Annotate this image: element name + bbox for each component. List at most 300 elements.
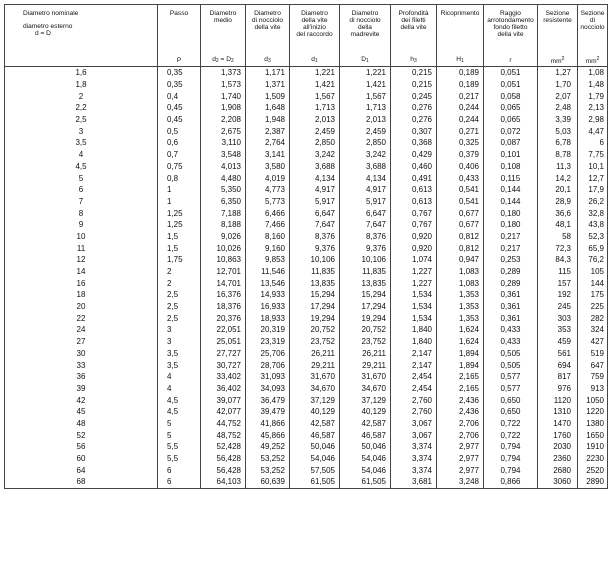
cell-screw-core-diameter: 4,773 bbox=[246, 184, 290, 196]
cell-overlap: 2,977 bbox=[437, 441, 484, 453]
header-text: della vite bbox=[254, 24, 281, 31]
cell-overlap: 0,541 bbox=[437, 184, 484, 196]
cell-core-area: 759 bbox=[578, 371, 608, 383]
cell-nut-core-diameter: 2,459 bbox=[340, 125, 391, 137]
table-header bbox=[5, 5, 608, 67]
cell-screw-core-diameter: 20,319 bbox=[246, 324, 290, 336]
cell-screw-core-diameter: 2,764 bbox=[246, 137, 290, 149]
cell-root-radius: 0,180 bbox=[484, 207, 538, 219]
header-fillet-start-diameter bbox=[290, 5, 340, 55]
table-row bbox=[5, 371, 608, 383]
cell-core-area: 1220 bbox=[578, 406, 608, 418]
table-row bbox=[5, 149, 608, 161]
cell-stress-area: 72,3 bbox=[538, 242, 578, 254]
table-row bbox=[5, 289, 608, 301]
table-row bbox=[5, 242, 608, 254]
cell-nut-core-diameter: 1,713 bbox=[340, 102, 391, 114]
cell-overlap: 0,406 bbox=[437, 161, 484, 173]
cell-overlap: 0,433 bbox=[437, 172, 484, 184]
cell-overlap: 1,624 bbox=[437, 324, 484, 336]
cell-mean-diameter: 10,863 bbox=[201, 254, 246, 266]
cell-thread-depth: 0,368 bbox=[391, 137, 437, 149]
cell-screw-core-diameter: 18,933 bbox=[246, 312, 290, 324]
cell-fillet-start-diameter: 23,752 bbox=[290, 336, 340, 348]
cell-screw-core-diameter: 53,252 bbox=[246, 453, 290, 465]
table-row bbox=[5, 394, 608, 406]
symbol-text: D bbox=[361, 56, 366, 63]
cell-core-area: 913 bbox=[578, 383, 608, 395]
cell-nominal-diameter: 68 bbox=[5, 476, 158, 488]
cell-thread-depth: 1,840 bbox=[391, 336, 437, 348]
cell-nominal-diameter: 16 bbox=[5, 277, 158, 289]
cell-stress-area: 976 bbox=[538, 383, 578, 395]
cell-stress-area: 192 bbox=[538, 289, 578, 301]
cell-screw-core-diameter: 1,648 bbox=[246, 102, 290, 114]
cell-nominal-diameter: 8 bbox=[5, 207, 158, 219]
cell-thread-depth: 0,215 bbox=[391, 79, 437, 91]
cell-stress-area: 3060 bbox=[538, 476, 578, 488]
cell-mean-diameter: 22,051 bbox=[201, 324, 246, 336]
cell-core-area: 1,79 bbox=[578, 90, 608, 102]
cell-fillet-start-diameter: 50,046 bbox=[290, 441, 340, 453]
cell-fillet-start-diameter: 40,129 bbox=[290, 406, 340, 418]
cell-mean-diameter: 33,402 bbox=[201, 371, 246, 383]
header-pitch bbox=[158, 5, 201, 55]
cell-fillet-start-diameter: 6,647 bbox=[290, 207, 340, 219]
cell-overlap: 0,812 bbox=[437, 231, 484, 243]
cell-screw-core-diameter: 9,853 bbox=[246, 254, 290, 266]
cell-nut-core-diameter: 46,587 bbox=[340, 429, 391, 441]
cell-pitch: 0,8 bbox=[158, 172, 201, 184]
header-nominal-diameter bbox=[5, 5, 158, 55]
cell-core-area: 7,75 bbox=[578, 149, 608, 161]
cell-fillet-start-diameter: 61,505 bbox=[290, 476, 340, 488]
cell-core-area: 1,08 bbox=[578, 67, 608, 79]
cell-thread-depth: 0,491 bbox=[391, 172, 437, 184]
cell-core-area: 2230 bbox=[578, 453, 608, 465]
cell-overlap: 2,165 bbox=[437, 383, 484, 395]
cell-pitch: 4,5 bbox=[158, 394, 201, 406]
cell-core-area: 65,9 bbox=[578, 242, 608, 254]
cell-screw-core-diameter: 23,319 bbox=[246, 336, 290, 348]
cell-stress-area: 2,07 bbox=[538, 90, 578, 102]
cell-core-area: 2520 bbox=[578, 464, 608, 476]
cell-nominal-diameter: 5 bbox=[5, 172, 158, 184]
header-stress-area bbox=[538, 5, 578, 55]
cell-stress-area: 1470 bbox=[538, 418, 578, 430]
table-row bbox=[5, 324, 608, 336]
cell-stress-area: 11,3 bbox=[538, 161, 578, 173]
cell-mean-diameter: 16,376 bbox=[201, 289, 246, 301]
table-row bbox=[5, 102, 608, 114]
cell-mean-diameter: 25,051 bbox=[201, 336, 246, 348]
cell-stress-area: 36,6 bbox=[538, 207, 578, 219]
symbol-cell bbox=[578, 54, 608, 67]
cell-nominal-diameter: 10 bbox=[5, 231, 158, 243]
header-screw-core-diameter bbox=[246, 5, 290, 55]
cell-fillet-start-diameter: 19,294 bbox=[290, 312, 340, 324]
cell-screw-core-diameter: 34,093 bbox=[246, 383, 290, 395]
cell-nominal-diameter: 60 bbox=[5, 453, 158, 465]
cell-root-radius: 0,361 bbox=[484, 312, 538, 324]
cell-pitch: 2,5 bbox=[158, 301, 201, 313]
cell-core-area: 76,2 bbox=[578, 254, 608, 266]
cell-thread-depth: 1,227 bbox=[391, 277, 437, 289]
header-text: di nocciolo bbox=[251, 17, 284, 24]
cell-mean-diameter: 1,740 bbox=[201, 90, 246, 102]
cell-thread-depth: 1,534 bbox=[391, 289, 437, 301]
cell-nominal-diameter: 36 bbox=[5, 371, 158, 383]
cell-fillet-start-diameter: 9,376 bbox=[290, 242, 340, 254]
cell-thread-depth: 1,227 bbox=[391, 266, 437, 278]
cell-nominal-diameter: 22 bbox=[5, 312, 158, 324]
cell-pitch: 5 bbox=[158, 418, 201, 430]
table-body bbox=[5, 67, 608, 489]
cell-screw-core-diameter: 25,706 bbox=[246, 348, 290, 360]
cell-fillet-start-diameter: 20,752 bbox=[290, 324, 340, 336]
cell-nut-core-diameter: 6,647 bbox=[340, 207, 391, 219]
cell-mean-diameter: 27,727 bbox=[201, 348, 246, 360]
cell-core-area: 2,98 bbox=[578, 114, 608, 126]
cell-mean-diameter: 14,701 bbox=[201, 277, 246, 289]
cell-nut-core-diameter: 34,670 bbox=[340, 383, 391, 395]
cell-fillet-start-diameter: 3,242 bbox=[290, 149, 340, 161]
cell-nut-core-diameter: 2,850 bbox=[340, 137, 391, 149]
cell-root-radius: 0,144 bbox=[484, 196, 538, 208]
cell-fillet-start-diameter: 1,567 bbox=[290, 90, 340, 102]
cell-stress-area: 2680 bbox=[538, 464, 578, 476]
cell-nut-core-diameter: 40,129 bbox=[340, 406, 391, 418]
cell-overlap: 2,436 bbox=[437, 406, 484, 418]
symbol-subscript: 1 bbox=[365, 58, 369, 64]
cell-overlap: 0,189 bbox=[437, 67, 484, 79]
cell-screw-core-diameter: 6,466 bbox=[246, 207, 290, 219]
cell-pitch: 2,5 bbox=[158, 312, 201, 324]
cell-thread-depth: 3,067 bbox=[391, 429, 437, 441]
header-text: Passo bbox=[169, 10, 189, 17]
header-text: arrotondamento bbox=[487, 17, 534, 24]
cell-screw-core-diameter: 5,773 bbox=[246, 196, 290, 208]
cell-nominal-diameter: 39 bbox=[5, 383, 158, 395]
table-row bbox=[5, 266, 608, 278]
cell-overlap: 1,894 bbox=[437, 348, 484, 360]
cell-thread-depth: 0,460 bbox=[391, 161, 437, 173]
cell-core-area: 427 bbox=[578, 336, 608, 348]
cell-mean-diameter: 39,077 bbox=[201, 394, 246, 406]
cell-stress-area: 2030 bbox=[538, 441, 578, 453]
header-text: madrevite bbox=[350, 31, 380, 38]
cell-overlap: 0,379 bbox=[437, 149, 484, 161]
cell-stress-area: 28,9 bbox=[538, 196, 578, 208]
cell-nominal-diameter: 4 bbox=[5, 149, 158, 161]
cell-root-radius: 0,794 bbox=[484, 441, 538, 453]
symbol-text: d bbox=[311, 56, 315, 63]
cell-thread-depth: 0,429 bbox=[391, 149, 437, 161]
cell-nut-core-diameter: 1,421 bbox=[340, 79, 391, 91]
cell-nominal-diameter: 2,2 bbox=[5, 102, 158, 114]
cell-root-radius: 0,433 bbox=[484, 336, 538, 348]
cell-thread-depth: 1,534 bbox=[391, 312, 437, 324]
symbol-cell bbox=[391, 54, 437, 67]
cell-core-area: 519 bbox=[578, 348, 608, 360]
cell-pitch: 3,5 bbox=[158, 348, 201, 360]
cell-nominal-diameter: 33 bbox=[5, 359, 158, 371]
cell-thread-depth: 3,374 bbox=[391, 464, 437, 476]
cell-thread-depth: 2,454 bbox=[391, 383, 437, 395]
cell-root-radius: 0,058 bbox=[484, 90, 538, 102]
cell-thread-depth: 0,276 bbox=[391, 114, 437, 126]
table-row bbox=[5, 196, 608, 208]
symbol-subscript: 2 bbox=[230, 58, 234, 64]
table-row bbox=[5, 336, 608, 348]
cell-nut-core-diameter: 54,046 bbox=[340, 453, 391, 465]
cell-core-area: 32,8 bbox=[578, 207, 608, 219]
cell-nut-core-diameter: 1,221 bbox=[340, 67, 391, 79]
cell-stress-area: 3,39 bbox=[538, 114, 578, 126]
cell-stress-area: 817 bbox=[538, 371, 578, 383]
symbol-cell bbox=[340, 54, 391, 67]
cell-pitch: 1 bbox=[158, 196, 201, 208]
cell-core-area: 105 bbox=[578, 266, 608, 278]
cell-stress-area: 8,78 bbox=[538, 149, 578, 161]
cell-nominal-diameter: 3 bbox=[5, 125, 158, 137]
cell-nut-core-diameter: 13,835 bbox=[340, 277, 391, 289]
cell-stress-area: 14,2 bbox=[538, 172, 578, 184]
cell-screw-core-diameter: 1,509 bbox=[246, 90, 290, 102]
cell-pitch: 1,5 bbox=[158, 242, 201, 254]
cell-fillet-start-diameter: 4,134 bbox=[290, 172, 340, 184]
header-text: Diametro nominale bbox=[23, 10, 79, 17]
cell-screw-core-diameter: 4,019 bbox=[246, 172, 290, 184]
table-row bbox=[5, 301, 608, 313]
cell-pitch: 0,5 bbox=[158, 125, 201, 137]
header-core-area bbox=[578, 5, 608, 55]
cell-core-area: 1380 bbox=[578, 418, 608, 430]
table-row bbox=[5, 207, 608, 219]
cell-root-radius: 0,433 bbox=[484, 324, 538, 336]
header-text: della vite bbox=[400, 24, 427, 31]
cell-fillet-start-diameter: 8,376 bbox=[290, 231, 340, 243]
cell-nominal-diameter: 2,5 bbox=[5, 114, 158, 126]
cell-nut-core-diameter: 50,046 bbox=[340, 441, 391, 453]
cell-overlap: 0,677 bbox=[437, 207, 484, 219]
cell-core-area: 324 bbox=[578, 324, 608, 336]
cell-mean-diameter: 18,376 bbox=[201, 301, 246, 313]
cell-thread-depth: 1,534 bbox=[391, 301, 437, 313]
cell-nut-core-diameter: 3,242 bbox=[340, 149, 391, 161]
cell-fillet-start-diameter: 37,129 bbox=[290, 394, 340, 406]
cell-root-radius: 0,065 bbox=[484, 114, 538, 126]
header-text: resistente bbox=[543, 17, 572, 24]
cell-mean-diameter: 1,573 bbox=[201, 79, 246, 91]
cell-overlap: 1,083 bbox=[437, 266, 484, 278]
header-root-radius bbox=[484, 5, 538, 55]
cell-screw-core-diameter: 9,160 bbox=[246, 242, 290, 254]
cell-core-area: 43,8 bbox=[578, 219, 608, 231]
cell-nominal-diameter: 45 bbox=[5, 406, 158, 418]
cell-root-radius: 0,289 bbox=[484, 277, 538, 289]
cell-thread-depth: 2,760 bbox=[391, 394, 437, 406]
symbol-subscript: 1 bbox=[314, 58, 318, 64]
cell-root-radius: 0,722 bbox=[484, 429, 538, 441]
cell-stress-area: 20,1 bbox=[538, 184, 578, 196]
cell-nut-core-diameter: 20,752 bbox=[340, 324, 391, 336]
cell-overlap: 0,325 bbox=[437, 137, 484, 149]
cell-thread-depth: 0,920 bbox=[391, 242, 437, 254]
cell-thread-depth: 0,307 bbox=[391, 125, 437, 137]
cell-fillet-start-diameter: 57,505 bbox=[290, 464, 340, 476]
cell-root-radius: 0,505 bbox=[484, 359, 538, 371]
cell-core-area: 1650 bbox=[578, 429, 608, 441]
cell-thread-depth: 3,374 bbox=[391, 453, 437, 465]
cell-overlap: 2,706 bbox=[437, 429, 484, 441]
cell-pitch: 6 bbox=[158, 464, 201, 476]
cell-nominal-diameter: 14 bbox=[5, 266, 158, 278]
cell-nut-core-diameter: 7,647 bbox=[340, 219, 391, 231]
cell-fillet-start-diameter: 10,106 bbox=[290, 254, 340, 266]
cell-pitch: 6 bbox=[158, 476, 201, 488]
table-row bbox=[5, 312, 608, 324]
cell-core-area: 10,1 bbox=[578, 161, 608, 173]
header-text: Diametro bbox=[209, 10, 237, 17]
cell-stress-area: 2360 bbox=[538, 453, 578, 465]
cell-pitch: 0,35 bbox=[158, 79, 201, 91]
symbol-cell bbox=[201, 54, 246, 67]
cell-core-area: 2,13 bbox=[578, 102, 608, 114]
cell-core-area: 4,47 bbox=[578, 125, 608, 137]
symbol-text: = D bbox=[218, 56, 231, 63]
cell-root-radius: 0,289 bbox=[484, 266, 538, 278]
cell-thread-depth: 0,245 bbox=[391, 90, 437, 102]
cell-screw-core-diameter: 1,171 bbox=[246, 67, 290, 79]
cell-fillet-start-diameter: 4,917 bbox=[290, 184, 340, 196]
cell-pitch: 4 bbox=[158, 383, 201, 395]
cell-pitch: 1,25 bbox=[158, 207, 201, 219]
cell-pitch: 0,6 bbox=[158, 137, 201, 149]
cell-pitch: 2 bbox=[158, 266, 201, 278]
table-row bbox=[5, 67, 608, 79]
symbol-text: P bbox=[176, 56, 182, 64]
cell-root-radius: 0,794 bbox=[484, 464, 538, 476]
cell-pitch: 3 bbox=[158, 336, 201, 348]
cell-mean-diameter: 10,026 bbox=[201, 242, 246, 254]
cell-overlap: 2,977 bbox=[437, 453, 484, 465]
symbol-subscript: 2 bbox=[215, 58, 219, 64]
table-row bbox=[5, 172, 608, 184]
cell-root-radius: 0,051 bbox=[484, 67, 538, 79]
cell-nut-core-diameter: 1,567 bbox=[340, 90, 391, 102]
cell-core-area: 282 bbox=[578, 312, 608, 324]
cell-stress-area: 2,48 bbox=[538, 102, 578, 114]
cell-mean-diameter: 52,428 bbox=[201, 441, 246, 453]
cell-core-area: 1,48 bbox=[578, 79, 608, 91]
cell-fillet-start-diameter: 26,211 bbox=[290, 348, 340, 360]
symbol-cell bbox=[290, 54, 340, 67]
cell-screw-core-diameter: 39,479 bbox=[246, 406, 290, 418]
cell-stress-area: 1310 bbox=[538, 406, 578, 418]
cell-screw-core-diameter: 3,141 bbox=[246, 149, 290, 161]
header-text: della vite bbox=[301, 17, 328, 24]
cell-nut-core-diameter: 23,752 bbox=[340, 336, 391, 348]
cell-mean-diameter: 36,402 bbox=[201, 383, 246, 395]
symbol-cell bbox=[5, 54, 158, 67]
cell-fillet-start-diameter: 2,013 bbox=[290, 114, 340, 126]
cell-thread-depth: 1,840 bbox=[391, 324, 437, 336]
header-mean-diameter bbox=[201, 5, 246, 55]
cell-stress-area: 1,27 bbox=[538, 67, 578, 79]
cell-fillet-start-diameter: 7,647 bbox=[290, 219, 340, 231]
cell-pitch: 5,5 bbox=[158, 453, 201, 465]
cell-root-radius: 0,217 bbox=[484, 231, 538, 243]
cell-core-area: 175 bbox=[578, 289, 608, 301]
cell-screw-core-diameter: 36,479 bbox=[246, 394, 290, 406]
cell-mean-diameter: 6,350 bbox=[201, 196, 246, 208]
cell-nominal-diameter: 1,8 bbox=[5, 79, 158, 91]
cell-pitch: 0,45 bbox=[158, 102, 201, 114]
cell-core-area: 52,3 bbox=[578, 231, 608, 243]
cell-stress-area: 561 bbox=[538, 348, 578, 360]
cell-fillet-start-diameter: 13,835 bbox=[290, 277, 340, 289]
cell-root-radius: 0,087 bbox=[484, 137, 538, 149]
thread-dimensions-table bbox=[4, 4, 608, 489]
cell-fillet-start-diameter: 31,670 bbox=[290, 371, 340, 383]
cell-overlap: 3,248 bbox=[437, 476, 484, 488]
table-row bbox=[5, 418, 608, 430]
cell-screw-core-diameter: 45,866 bbox=[246, 429, 290, 441]
cell-thread-depth: 3,681 bbox=[391, 476, 437, 488]
cell-stress-area: 245 bbox=[538, 301, 578, 313]
header-text: Diametro bbox=[254, 10, 281, 17]
cell-root-radius: 0,101 bbox=[484, 149, 538, 161]
cell-nut-core-diameter: 31,670 bbox=[340, 371, 391, 383]
table-row bbox=[5, 184, 608, 196]
cell-screw-core-diameter: 2,387 bbox=[246, 125, 290, 137]
cell-stress-area: 1,70 bbox=[538, 79, 578, 91]
cell-overlap: 1,083 bbox=[437, 277, 484, 289]
cell-nominal-diameter: 1,6 bbox=[5, 67, 158, 79]
header-text: del raccordo bbox=[296, 31, 333, 38]
symbol-text: h bbox=[410, 56, 414, 63]
cell-overlap: 0,244 bbox=[437, 102, 484, 114]
cell-core-area: 647 bbox=[578, 359, 608, 371]
table-row bbox=[5, 441, 608, 453]
cell-fillet-start-diameter: 5,917 bbox=[290, 196, 340, 208]
cell-pitch: 1,5 bbox=[158, 231, 201, 243]
cell-screw-core-diameter: 7,466 bbox=[246, 219, 290, 231]
cell-screw-core-diameter: 1,948 bbox=[246, 114, 290, 126]
cell-nominal-diameter: 7 bbox=[5, 196, 158, 208]
cell-overlap: 0,677 bbox=[437, 219, 484, 231]
thread-dimensions-sheet bbox=[4, 4, 607, 561]
cell-pitch: 5,5 bbox=[158, 441, 201, 453]
cell-stress-area: 58 bbox=[538, 231, 578, 243]
cell-pitch: 4 bbox=[158, 371, 201, 383]
cell-nut-core-diameter: 37,129 bbox=[340, 394, 391, 406]
cell-screw-core-diameter: 16,933 bbox=[246, 301, 290, 313]
cell-nominal-diameter: 12 bbox=[5, 254, 158, 266]
cell-thread-depth: 3,374 bbox=[391, 441, 437, 453]
cell-pitch: 0,45 bbox=[158, 114, 201, 126]
cell-core-area: 26,2 bbox=[578, 196, 608, 208]
cell-screw-core-diameter: 60,639 bbox=[246, 476, 290, 488]
cell-thread-depth: 1,074 bbox=[391, 254, 437, 266]
cell-root-radius: 0,650 bbox=[484, 394, 538, 406]
cell-overlap: 2,165 bbox=[437, 371, 484, 383]
cell-nut-core-diameter: 5,917 bbox=[340, 196, 391, 208]
cell-mean-diameter: 5,350 bbox=[201, 184, 246, 196]
header-text: di nocciolo bbox=[580, 17, 605, 31]
cell-pitch: 1,25 bbox=[158, 219, 201, 231]
